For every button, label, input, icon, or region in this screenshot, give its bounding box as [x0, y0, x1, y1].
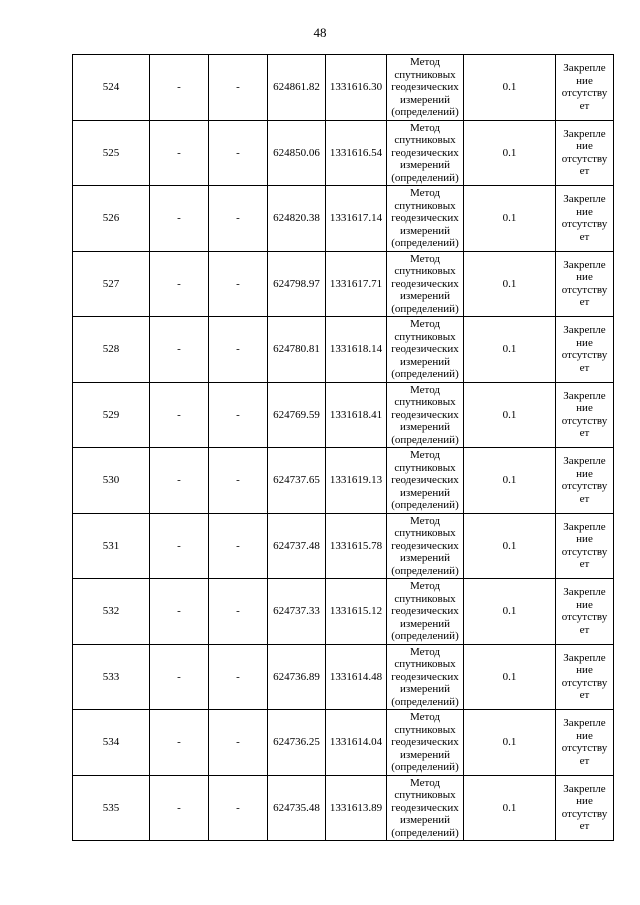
old-x-cell [150, 317, 209, 383]
old-y-cell [209, 579, 268, 645]
y-coordinate-cell [326, 382, 387, 448]
old-y-cell [209, 382, 268, 448]
accuracy-cell [464, 579, 556, 645]
table-row [73, 382, 614, 448]
table-row [73, 186, 614, 252]
old-y-cell-text: - [236, 408, 240, 421]
old-y-cell-text: - [236, 81, 240, 93]
old-x-cell-text: - [177, 736, 181, 748]
y-coordinate-cell [326, 775, 387, 841]
fixing-description-cell-text: Закрепле ние отсутству ет [561, 520, 608, 571]
old-y-cell-text: - [236, 801, 240, 814]
x-coordinate-cell-text: 624736.89 [273, 670, 320, 683]
old-y-cell [209, 710, 268, 776]
fixing-description-cell [556, 710, 614, 776]
old-x-cell-text: - [177, 146, 181, 159]
y-coordinate-cell-text: 1331617.14 [329, 212, 383, 224]
x-coordinate-cell [268, 775, 326, 841]
old-y-cell-text: - [236, 605, 240, 617]
accuracy-cell-text: 0.1 [502, 81, 517, 93]
fixing-description-cell-text: Закрепле ние отсутству ет [561, 455, 608, 505]
method-cell [387, 317, 464, 383]
fixing-description-cell [556, 120, 614, 186]
method-cell [387, 644, 464, 710]
accuracy-cell [464, 448, 556, 514]
accuracy-cell-text: 0.1 [502, 670, 517, 683]
x-coordinate-cell-text: 624780.81 [273, 343, 320, 355]
old-y-cell-text: - [236, 474, 240, 486]
table-row [73, 120, 614, 186]
fixing-description-cell [556, 448, 614, 514]
x-coordinate-cell-text: 624769.59 [273, 408, 320, 421]
x-coordinate-cell-text: 624861.82 [273, 81, 320, 93]
accuracy-cell [464, 186, 556, 252]
y-coordinate-cell-text: 1331615.78 [329, 539, 383, 552]
y-coordinate-cell-text: 1331616.54 [329, 146, 383, 159]
point-number-cell-text: 530 [102, 474, 120, 486]
y-coordinate-cell [326, 448, 387, 514]
x-coordinate-cell-text: 624798.97 [273, 277, 320, 290]
y-coordinate-cell [326, 55, 387, 121]
point-number-cell-text: 524 [102, 81, 120, 93]
old-x-cell [150, 55, 209, 121]
fixing-description-cell-text: Закрепле ние отсутству ет [561, 717, 608, 767]
method-cell-text: Метод спутниковых геодезических измерений (определений) [391, 187, 459, 249]
point-number-cell [73, 186, 150, 252]
table-row [73, 448, 614, 514]
method-cell [387, 251, 464, 317]
fixing-description-cell [556, 579, 614, 645]
old-x-cell [150, 186, 209, 252]
accuracy-cell [464, 55, 556, 121]
y-coordinate-cell [326, 579, 387, 645]
old-y-cell-text: - [236, 212, 240, 224]
old-x-cell-text: - [177, 212, 181, 224]
fixing-description-cell-text: Закрепле ние отсутству ет [561, 193, 608, 243]
y-coordinate-cell-text: 1331616.30 [329, 81, 383, 93]
fixing-description-cell [556, 251, 614, 317]
method-cell-text: Метод спутниковых геодезических измерений (определений) [391, 514, 459, 577]
point-number-cell [73, 251, 150, 317]
x-coordinate-cell-text: 624820.38 [273, 212, 320, 224]
old-y-cell-text: - [236, 146, 240, 159]
old-x-cell [150, 775, 209, 841]
accuracy-cell-text: 0.1 [502, 212, 517, 224]
old-y-cell-text: - [236, 670, 240, 683]
point-number-cell-text: 535 [102, 801, 120, 814]
accuracy-cell [464, 120, 556, 186]
old-y-cell [209, 448, 268, 514]
point-number-cell [73, 775, 150, 841]
accuracy-cell [464, 382, 556, 448]
fixing-description-cell-text: Закрепле ние отсутству ет [561, 258, 608, 309]
old-x-cell [150, 251, 209, 317]
fixing-description-cell [556, 186, 614, 252]
fixing-description-cell [556, 55, 614, 121]
accuracy-cell-text: 0.1 [502, 539, 517, 552]
point-number-cell-text: 534 [102, 736, 120, 748]
accuracy-cell [464, 775, 556, 841]
accuracy-cell [464, 251, 556, 317]
point-number-cell [73, 317, 150, 383]
table-row [73, 710, 614, 776]
old-y-cell [209, 120, 268, 186]
accuracy-cell-text: 0.1 [502, 343, 517, 355]
old-x-cell-text: - [177, 277, 181, 290]
old-x-cell [150, 382, 209, 448]
method-cell [387, 382, 464, 448]
accuracy-cell-text: 0.1 [502, 736, 517, 748]
fixing-description-cell [556, 382, 614, 448]
x-coordinate-cell [268, 513, 326, 579]
old-x-cell-text: - [177, 801, 181, 814]
old-x-cell-text: - [177, 670, 181, 683]
old-y-cell-text: - [236, 736, 240, 748]
table-body [73, 55, 614, 841]
method-cell-text: Метод спутниковых геодезических измерений (определений) [391, 776, 459, 839]
fixing-description-cell-text: Закрепле ние отсутству ет [561, 324, 608, 374]
fixing-description-cell-text: Закрепле ние отсутству ет [561, 62, 608, 112]
point-number-cell [73, 382, 150, 448]
method-cell [387, 55, 464, 121]
old-y-cell [209, 55, 268, 121]
accuracy-cell [464, 317, 556, 383]
accuracy-cell-text: 0.1 [502, 277, 517, 290]
fixing-description-cell-text: Закрепле ние отсутству ет [561, 127, 608, 178]
accuracy-cell-text: 0.1 [502, 408, 517, 421]
fixing-description-cell-text: Закрепле ние отсутству ет [561, 586, 608, 636]
old-y-cell-text: - [236, 343, 240, 355]
old-x-cell [150, 513, 209, 579]
method-cell-text: Метод спутниковых геодезических измерений (определений) [391, 252, 459, 315]
y-coordinate-cell-text: 1331618.14 [329, 343, 383, 355]
point-number-cell-text: 532 [102, 605, 120, 617]
x-coordinate-cell [268, 186, 326, 252]
y-coordinate-cell-text: 1331614.48 [329, 670, 383, 683]
fixing-description-cell [556, 513, 614, 579]
old-y-cell-text: - [236, 277, 240, 290]
accuracy-cell [464, 513, 556, 579]
method-cell [387, 710, 464, 776]
old-x-cell-text: - [177, 474, 181, 486]
x-coordinate-cell [268, 579, 326, 645]
fixing-description-cell-text: Закрепле ние отсутству ет [561, 782, 608, 833]
y-coordinate-cell [326, 186, 387, 252]
accuracy-cell-text: 0.1 [502, 801, 517, 814]
y-coordinate-cell-text: 1331619.13 [329, 474, 383, 486]
fixing-description-cell-text: Закрепле ние отсутству ет [561, 389, 608, 440]
old-x-cell [150, 644, 209, 710]
old-y-cell [209, 513, 268, 579]
x-coordinate-cell [268, 710, 326, 776]
method-cell-text: Метод спутниковых геодезических измерений (определений) [391, 449, 459, 511]
method-cell [387, 186, 464, 252]
method-cell [387, 448, 464, 514]
x-coordinate-cell-text: 624737.65 [273, 474, 320, 486]
method-cell-text: Метод спутниковых геодезических измерений (определений) [391, 580, 459, 642]
accuracy-cell [464, 710, 556, 776]
y-coordinate-cell-text: 1331613.89 [329, 801, 383, 814]
y-coordinate-cell [326, 710, 387, 776]
y-coordinate-cell [326, 513, 387, 579]
old-y-cell-text: - [236, 539, 240, 552]
fixing-description-cell [556, 317, 614, 383]
y-coordinate-cell [326, 120, 387, 186]
x-coordinate-cell [268, 382, 326, 448]
y-coordinate-cell-text: 1331615.12 [329, 605, 383, 617]
x-coordinate-cell-text: 624737.48 [273, 539, 320, 552]
method-cell-text: Метод спутниковых геодезических измерений (определений) [391, 711, 459, 773]
point-number-cell [73, 513, 150, 579]
point-number-cell [73, 448, 150, 514]
page-number: 48 [313, 25, 327, 40]
point-number-cell-text: 528 [102, 343, 120, 355]
point-number-cell-text: 525 [102, 146, 120, 159]
y-coordinate-cell [326, 251, 387, 317]
point-number-cell [73, 579, 150, 645]
table-row [73, 579, 614, 645]
table-row [73, 55, 614, 121]
method-cell-text: Метод спутниковых геодезических измерений (определений) [391, 56, 459, 118]
method-cell-text: Метод спутниковых геодезических измерений (определений) [391, 318, 459, 380]
old-x-cell-text: - [177, 539, 181, 552]
old-y-cell [209, 251, 268, 317]
fixing-description-cell-text: Закрепле ние отсутству ет [561, 651, 608, 702]
method-cell-text: Метод спутниковых геодезических измерений (определений) [391, 383, 459, 446]
y-coordinate-cell [326, 317, 387, 383]
old-y-cell [209, 644, 268, 710]
x-coordinate-cell-text: 624735.48 [273, 801, 320, 814]
table-row [73, 317, 614, 383]
old-x-cell-text: - [177, 408, 181, 421]
method-cell [387, 120, 464, 186]
method-cell-text: Метод спутниковых геодезических измерений (определений) [391, 121, 459, 184]
y-coordinate-cell-text: 1331614.04 [329, 736, 383, 748]
accuracy-cell-text: 0.1 [502, 474, 517, 486]
x-coordinate-cell [268, 448, 326, 514]
accuracy-cell [464, 644, 556, 710]
method-cell-text: Метод спутниковых геодезических измерений (определений) [391, 645, 459, 708]
table-row [73, 644, 614, 710]
point-number-cell-text: 533 [102, 670, 120, 683]
x-coordinate-cell-text: 624736.25 [273, 736, 320, 748]
x-coordinate-cell [268, 120, 326, 186]
point-number-cell [73, 710, 150, 776]
old-y-cell [209, 775, 268, 841]
x-coordinate-cell [268, 251, 326, 317]
coordinates-table [72, 54, 614, 841]
table-row [73, 775, 614, 841]
x-coordinate-cell [268, 55, 326, 121]
old-x-cell [150, 579, 209, 645]
x-coordinate-cell-text: 624850.06 [273, 146, 320, 159]
old-x-cell-text: - [177, 81, 181, 93]
point-number-cell-text: 526 [102, 212, 120, 224]
y-coordinate-cell-text: 1331618.41 [329, 408, 383, 421]
point-number-cell-text: 531 [102, 539, 120, 552]
point-number-cell-text: 527 [102, 277, 120, 290]
old-x-cell [150, 120, 209, 186]
old-y-cell [209, 186, 268, 252]
old-x-cell-text: - [177, 343, 181, 355]
old-x-cell [150, 710, 209, 776]
old-y-cell [209, 317, 268, 383]
fixing-description-cell [556, 775, 614, 841]
point-number-cell [73, 55, 150, 121]
point-number-cell [73, 120, 150, 186]
y-coordinate-cell-text: 1331617.71 [329, 277, 383, 290]
method-cell [387, 579, 464, 645]
y-coordinate-cell [326, 644, 387, 710]
x-coordinate-cell [268, 644, 326, 710]
x-coordinate-cell [268, 317, 326, 383]
table-row [73, 251, 614, 317]
accuracy-cell-text: 0.1 [502, 605, 517, 617]
method-cell [387, 775, 464, 841]
old-x-cell [150, 448, 209, 514]
point-number-cell-text: 529 [102, 408, 120, 421]
point-number-cell [73, 644, 150, 710]
method-cell [387, 513, 464, 579]
table-row [73, 513, 614, 579]
fixing-description-cell [556, 644, 614, 710]
x-coordinate-cell-text: 624737.33 [273, 605, 320, 617]
old-x-cell-text: - [177, 605, 181, 617]
accuracy-cell-text: 0.1 [502, 146, 517, 159]
